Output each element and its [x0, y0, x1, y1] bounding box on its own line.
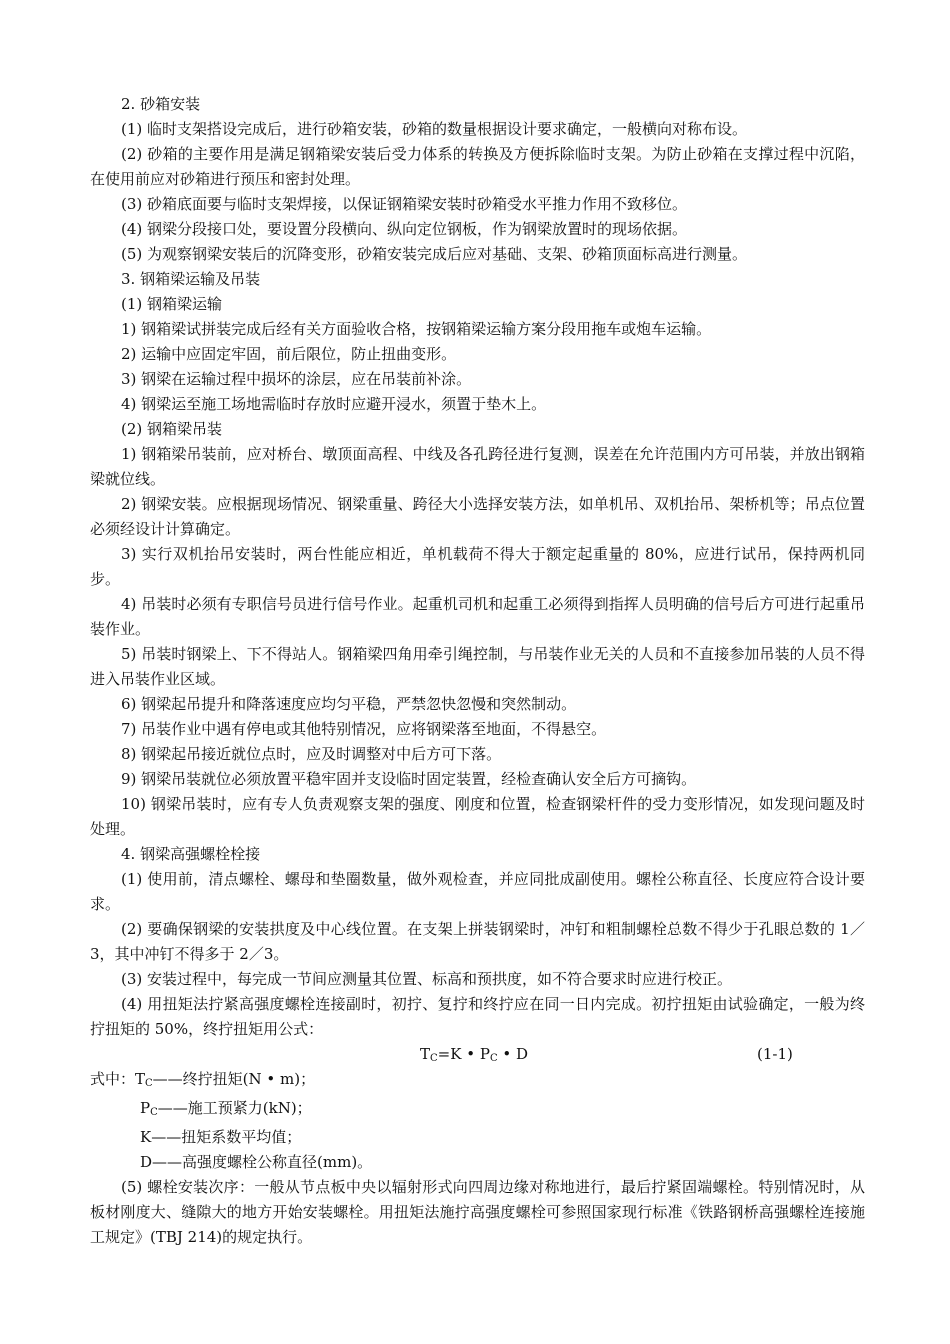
heading-sandbox-installation: 2. 砂箱安装 — [121, 95, 201, 113]
paragraph: (4) 用扭矩法拧紧高强度螺栓连接副时，初拧、复拧和终拧应在同一日内完成。初拧扭矩由试验确定，一般为终拧扭矩的 50%，终拧扭矩用公式： — [90, 995, 865, 1038]
paragraph: 5) 吊装时钢梁上、下不得站人。钢箱梁四角用牵引绳控制，与吊装作业无关的人员和不直接参加吊装的人员不得进入吊装作业区域。 — [90, 645, 865, 688]
paragraph: 8) 钢梁起吊接近就位点时，应及时调整对中后方可下落。 — [121, 745, 502, 763]
paragraph: 3) 实行双机抬吊安装时，两台性能应相近，单机载荷不得大于额定起重量的 80%，应进行试吊，保持两机同步。 — [90, 545, 865, 588]
paragraph: (3) 砂箱底面要与临时支架焊接，以保证钢箱梁安装时砂箱受水平推力作用不致移位。 — [121, 195, 688, 213]
paragraph: (1) 临时支架搭设完成后，进行砂箱安装，砂箱的数量根据设计要求确定，一般横向对称布设。 — [121, 120, 748, 138]
section-transport-lifting — [90, 267, 865, 842]
paragraph: 10) 钢梁吊装时，应有专人负责观察支架的强度、刚度和位置，检查钢梁杆件的受力变形情况，如发现问题及时处理。 — [90, 795, 865, 838]
subheading-lifting: (2) 钢箱梁吊装 — [121, 420, 223, 438]
formula-legend-tc: 式中：$T_C——$终拧扭矩(N • m)； — [90, 1070, 316, 1089]
paragraph: 1) 钢箱梁试拼装完成后经有关方面验收合格，按钢箱梁运输方案分段用拖车或炮车运输。 — [121, 320, 712, 338]
paragraph: (1) 使用前，清点螺栓、螺母和垫圈数量，做外观检查，并应同批成副使用。螺栓公称直径、长度应符合设计要求。 — [90, 870, 865, 913]
paragraph: 9) 钢梁吊装就位必须放置平稳牢固并支设临时固定装置，经检查确认安全后方可摘钩。 — [121, 770, 697, 788]
section-sandbox — [90, 92, 865, 267]
heading-bolting: 4. 钢梁高强螺栓栓接 — [121, 845, 261, 863]
paragraph: 6) 钢梁起吊提升和降落速度应均匀平稳，严禁忽快忽慢和突然制动。 — [121, 695, 577, 713]
paragraph: (3) 安装过程中，每完成一节间应测量其位置、标高和预拱度，如不符合要求时应进行校正。 — [121, 970, 733, 988]
document-page — [90, 92, 865, 1250]
paragraph: (2) 砂箱的主要作用是满足钢箱梁安装后受力体系的转换及方便拆除临时支架。为防止砂箱在支撑过程中沉陷，在使用前应对砂箱进行预压和密封处理。 — [90, 145, 865, 188]
formula-legend-pc: $P_C——$施工预紧力(kN)； — [140, 1099, 312, 1118]
heading-transport-lifting: 3. 钢箱梁运输及吊装 — [121, 270, 261, 288]
paragraph: 4) 钢梁运至施工场地需临时存放时应避开浸水，须置于垫木上。 — [121, 395, 547, 413]
paragraph: (2) 要确保钢梁的安装拱度及中心线位置。在支架上拼装钢梁时，冲钉和粗制螺栓总数不得少于孔眼总数的 1／3，其中冲钉不得多于 2／3。 — [90, 920, 865, 963]
torque-formula: $T_C=K$ • $P_C$ • D — [420, 1045, 529, 1064]
paragraph: 3) 钢梁在运输过程中损坏的涂层，应在吊装前补涂。 — [121, 370, 472, 388]
section-bolting — [90, 842, 865, 1250]
equation-number: (1-1) — [757, 1045, 793, 1063]
subheading-transport: (1) 钢箱梁运输 — [121, 295, 223, 313]
paragraph: 1) 钢箱梁吊装前，应对桥台、墩顶面高程、中线及各孔跨径进行复测，误差在允许范围内方可吊装，并放出钢箱梁就位线。 — [90, 445, 865, 488]
paragraph: 4) 吊装时必须有专职信号员进行信号作业。起重机司机和起重工必须得到指挥人员明确的信号后方可进行起重吊装作业。 — [90, 595, 865, 638]
formula-legend-k: K——扭矩系数平均值； — [140, 1128, 302, 1146]
paragraph: 2) 钢梁安装。应根据现场情况、钢梁重量、跨径大小选择安装方法，如单机吊、双机抬吊、架桥机等；吊点位置必须经设计计算确定。 — [90, 495, 865, 538]
formula-row — [90, 1042, 865, 1067]
paragraph: (4) 钢梁分段接口处，要设置分段横向、纵向定位钢板，作为钢梁放置时的现场依据。 — [121, 220, 688, 238]
paragraph: 7) 吊装作业中遇有停电或其他特别情况，应将钢梁落至地面，不得悬空。 — [121, 720, 607, 738]
paragraph: 2) 运输中应固定牢固，前后限位，防止扭曲变形。 — [121, 345, 457, 363]
formula-legend-d: D——高强度螺栓公称直径(mm)。 — [140, 1153, 373, 1171]
paragraph: (5) 为观察钢梁安装后的沉降变形，砂箱安装完成后应对基础、支架、砂箱顶面标高进行测量。 — [121, 245, 748, 263]
paragraph: (5) 螺栓安装次序：一般从节点板中央以辐射形式向四周边缘对称地进行，最后拧紧固端螺栓。特别情况时，从板材刚度大、缝隙大的地方开始安装螺栓。用扭矩法施拧高强度螺栓可参照国家现行标准《铁路钢桥高强螺栓连接施工规定》(TBJ 214)的规定执行。 — [90, 1178, 865, 1246]
